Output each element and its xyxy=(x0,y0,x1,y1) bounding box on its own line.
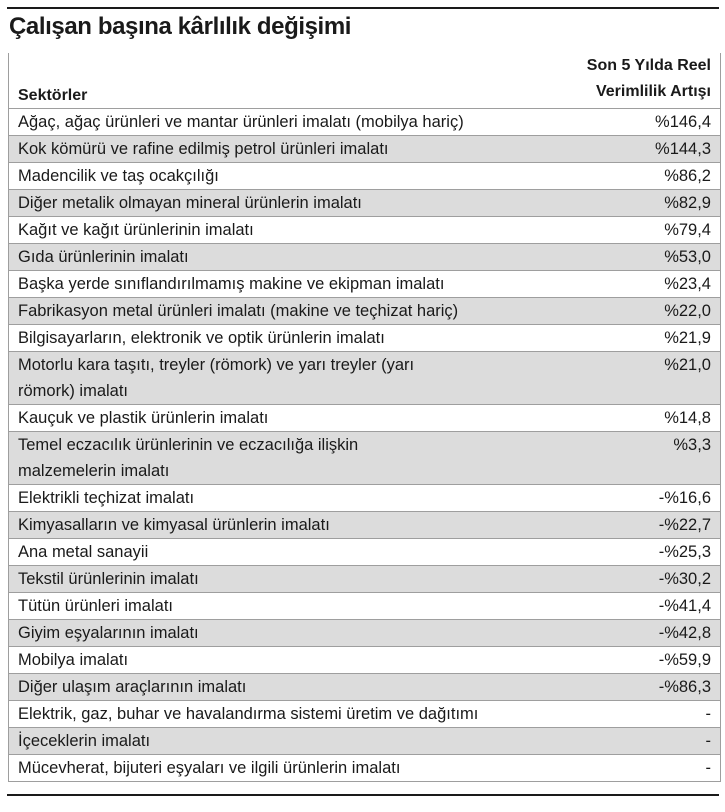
productivity-value: -%86,3 xyxy=(658,678,711,696)
sector-name: Kauçuk ve plastik ürünlerin imalatı xyxy=(18,409,269,427)
table-row xyxy=(9,244,720,271)
table-row xyxy=(9,566,720,593)
sector-name: Motorlu kara taşıtı, treyler (römork) ve yarı treyler (yarı römork) imalatı xyxy=(18,356,415,400)
sector-name: Giyim eşyalarının imalatı xyxy=(18,624,199,642)
value-header-line1: Son 5 Yılda Reel xyxy=(586,57,711,74)
sector-name: Kok kömürü ve rafine edilmiş petrol ürünleri imalatı xyxy=(18,140,389,158)
table-row xyxy=(9,325,720,352)
table-row xyxy=(9,136,720,163)
sector-name: Mücevherat, bijuteri eşyaları ve ilgili ürünlerin imalatı xyxy=(18,759,401,777)
table-row xyxy=(9,217,720,244)
table-row xyxy=(9,190,720,217)
productivity-value: %23,4 xyxy=(664,275,711,293)
productivity-value: %21,0 xyxy=(664,356,711,374)
productivity-value: -%41,4 xyxy=(658,597,711,615)
table-row xyxy=(9,593,720,620)
sector-name: Tütün ürünleri imalatı xyxy=(18,597,173,615)
table-row xyxy=(9,432,720,485)
data-table xyxy=(8,53,721,782)
sector-name: Temel eczacılık ürünlerinin ve eczacılığa ilişkin malzemelerin imalatı xyxy=(18,436,359,480)
table-row xyxy=(9,755,720,782)
productivity-value: -%30,2 xyxy=(658,570,711,588)
table-row xyxy=(9,298,720,325)
productivity-value: -%25,3 xyxy=(658,543,711,561)
table-row xyxy=(9,512,720,539)
productivity-value: %79,4 xyxy=(664,221,711,239)
sector-name: Fabrikasyon metal ürünleri imalatı (makine ve teçhizat hariç) xyxy=(18,302,459,320)
sector-name: Kimyasalların ve kimyasal ürünlerin imalatı xyxy=(18,516,330,534)
productivity-value: %21,9 xyxy=(664,329,711,347)
table-row xyxy=(9,271,720,298)
table-row xyxy=(9,485,720,512)
productivity-value: - xyxy=(705,759,711,777)
productivity-value: %53,0 xyxy=(664,248,711,266)
productivity-value: - xyxy=(705,732,711,750)
productivity-value: %146,4 xyxy=(655,113,711,131)
sector-name: Ana metal sanayii xyxy=(18,543,149,561)
value-column-header xyxy=(501,53,711,105)
sector-name: Mobilya imalatı xyxy=(18,651,129,669)
table-row xyxy=(9,647,720,674)
chart-title: Çalışan başına kârlılık değişimi xyxy=(9,13,352,40)
table-row xyxy=(9,701,720,728)
sector-name: Diğer metalik olmayan mineral ürünlerin imalatı xyxy=(18,194,362,212)
sector-name: Elektrikli teçhizat imalatı xyxy=(18,489,195,507)
table-row xyxy=(9,674,720,701)
table-body xyxy=(9,109,720,782)
productivity-value: %3,3 xyxy=(673,436,711,454)
sector-name: Elektrik, gaz, buhar ve havalandırma sistemi üretim ve dağıtımı xyxy=(18,705,479,723)
productivity-value: - xyxy=(705,705,711,723)
sector-name: Tekstil ürünlerinin imalatı xyxy=(18,570,199,588)
bottom-rule xyxy=(7,794,719,796)
table-header xyxy=(9,53,720,109)
sector-name: İçeceklerin imalatı xyxy=(18,732,151,750)
table-row xyxy=(9,163,720,190)
top-rule xyxy=(7,7,719,9)
sector-name: Gıda ürünlerinin imalatı xyxy=(18,248,189,266)
productivity-value: -%59,9 xyxy=(658,651,711,669)
table-row xyxy=(9,405,720,432)
productivity-value: -%16,6 xyxy=(658,489,711,507)
sector-name: Kağıt ve kağıt ürünlerinin imalatı xyxy=(18,221,254,239)
table-row xyxy=(9,352,720,405)
value-header-line2: Verimlilik Artışı xyxy=(595,83,711,100)
productivity-value: %82,9 xyxy=(664,194,711,212)
productivity-value: %22,0 xyxy=(664,302,711,320)
productivity-value: %14,8 xyxy=(664,409,711,427)
sector-name: Diğer ulaşım araçlarının imalatı xyxy=(18,678,247,696)
productivity-value: %86,2 xyxy=(664,167,711,185)
table-row xyxy=(9,620,720,647)
sector-column-header: Sektörler xyxy=(18,87,88,104)
sector-name: Madencilik ve taş ocakçılığı xyxy=(18,167,219,185)
productivity-value: -%42,8 xyxy=(658,624,711,642)
productivity-value: %144,3 xyxy=(655,140,711,158)
table-row xyxy=(9,728,720,755)
productivity-value: -%22,7 xyxy=(658,516,711,534)
sector-name: Bilgisayarların, elektronik ve optik ürünlerin imalatı xyxy=(18,329,385,347)
sector-name: Başka yerde sınıflandırılmamış makine ve ekipman imalatı xyxy=(18,275,445,293)
table-row xyxy=(9,539,720,566)
table-row xyxy=(9,109,720,136)
sector-name: Ağaç, ağaç ürünleri ve mantar ürünleri imalatı (mobilya hariç) xyxy=(18,113,464,131)
